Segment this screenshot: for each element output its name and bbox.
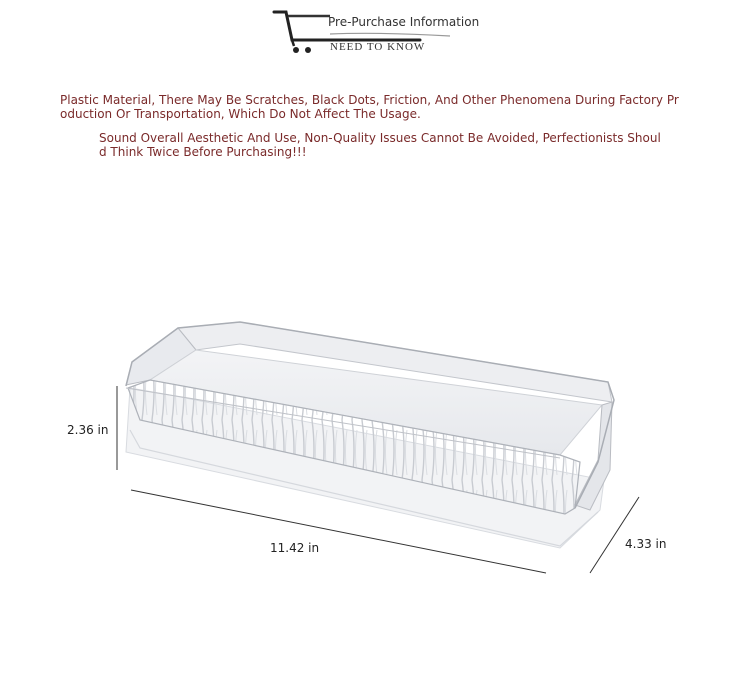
length-label: 11.42 in bbox=[270, 541, 320, 555]
notice-perfectionists: Sound Overall Aesthetic And Use, Non-Quality Issues Cannot Be Avoided, Perfectionists Should Think Twice Before Purchasing!!! bbox=[99, 131, 661, 159]
height-label: 2.36 in bbox=[67, 423, 109, 437]
width-label: 4.33 in bbox=[625, 537, 667, 551]
page-title: Pre-Purchase Information bbox=[328, 15, 480, 29]
tray bbox=[126, 322, 614, 548]
notice-scratches: Plastic Material, There May Be Scratches, Black Dots, Friction, And Other Phenomena During Factory Production Or Transportation, Which Do Not Affect The Usage. bbox=[60, 93, 679, 121]
logo-text: NEED TO KNOW bbox=[330, 41, 426, 53]
